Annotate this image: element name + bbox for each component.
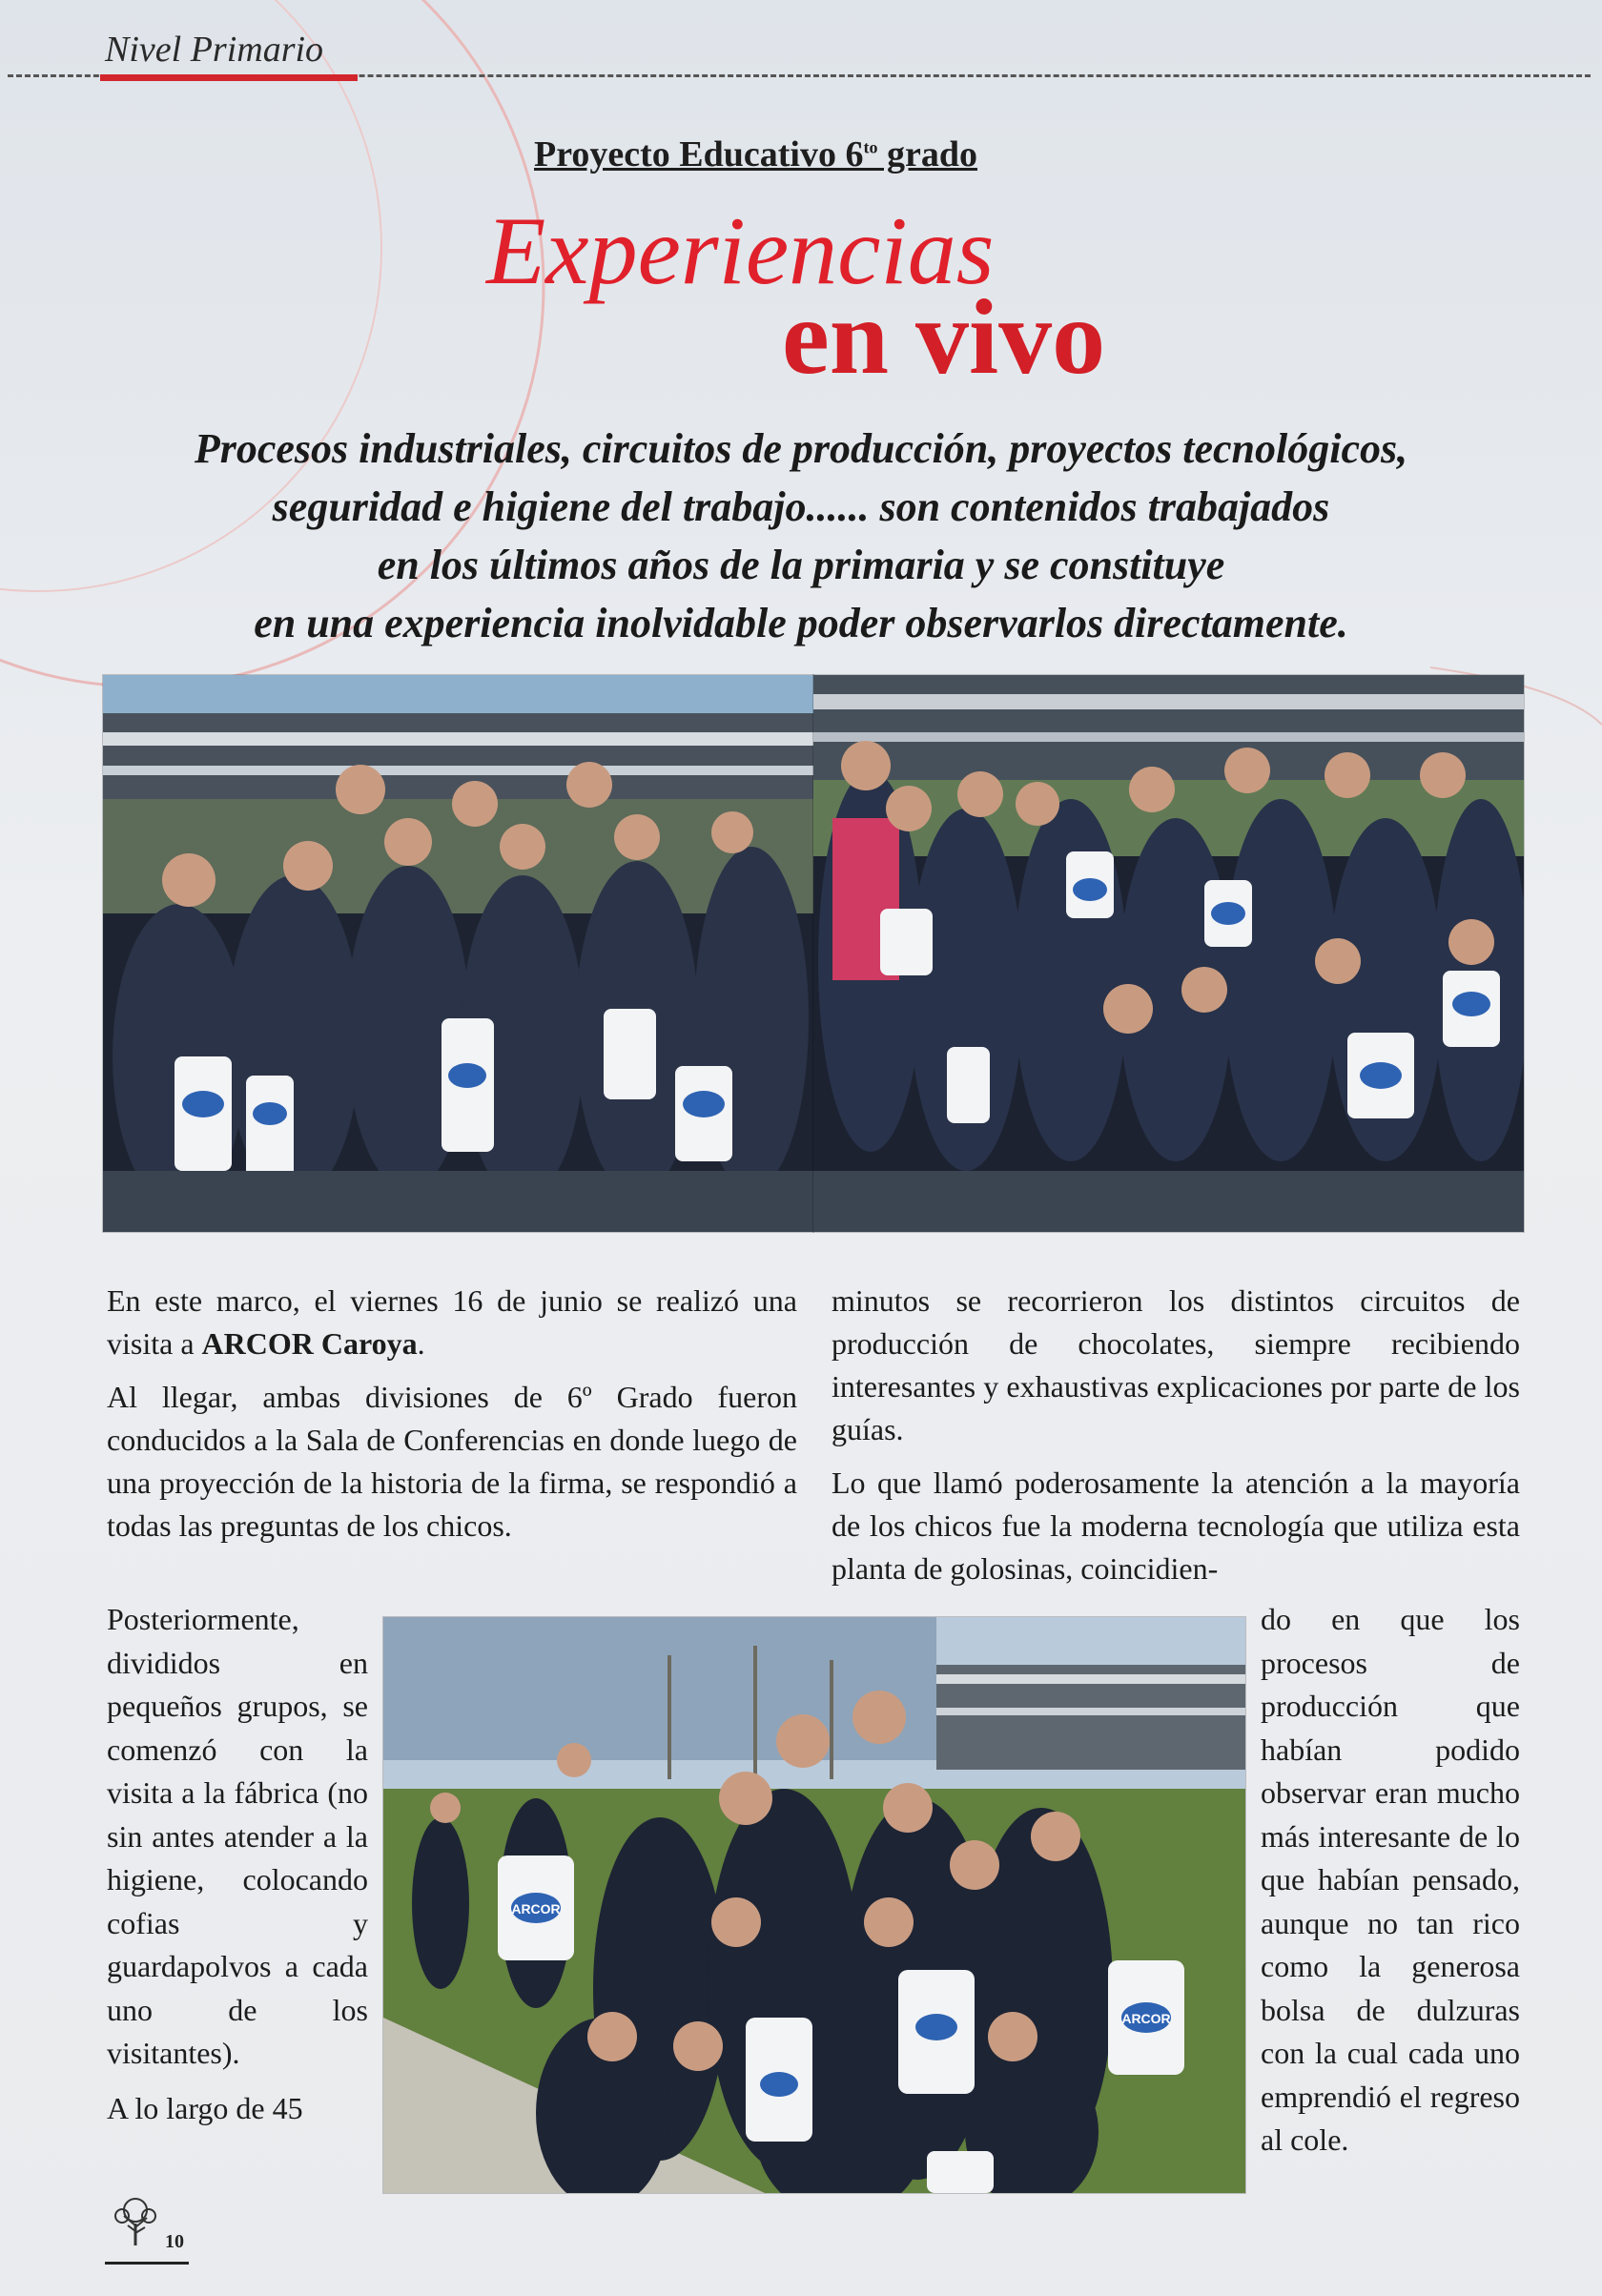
page-number: 10 — [165, 2231, 184, 2252]
bag-logo-text: ARCOR — [1121, 2011, 1171, 2026]
body-paragraph: A lo largo de 45 — [107, 2090, 303, 2125]
body-column-left — [107, 1280, 797, 1558]
photo-group-at-fence — [103, 675, 813, 1232]
section-label: Nivel Primario — [105, 30, 324, 70]
tree-logo-icon — [107, 2193, 164, 2250]
lede-line: Procesos industriales, circuitos de producción, proyectos tecnológicos, — [194, 425, 1408, 472]
body-paragraph: minutos se recorrieron los distintos circuitos de producción de chocolates, siempre recibiendo interesantes y exhaustivas explicaciones por parte de los guías. — [832, 1283, 1520, 1446]
lede-line: en una experiencia inolvidable poder observarlos directamente. — [254, 600, 1348, 646]
lede-line: en los últimos años de la primaria y se constituye — [377, 542, 1225, 588]
photo-group-with-bags — [813, 675, 1524, 1232]
body-paragraph: Lo que llamó poderosamente la atención a la mayoría de los chicos fue la moderna tecnología que utiliza esta planta de golosinas, coincidien- — [832, 1466, 1520, 1586]
lede-line: seguridad e higiene del trabajo...... son contenidos trabajados — [272, 483, 1330, 530]
kicker-tail: grado — [877, 134, 977, 174]
company-name: ARCOR Caroya — [201, 1326, 418, 1361]
paragraph-text: En este marco, el viernes 16 de junio se realizó una visita a — [107, 1283, 797, 1361]
body-paragraph: Posteriormente, divididos en pequeños grupos, se comenzó con la visita a la fábrica (no sin antes atender a la higiene, colocando cofias y guardapolvos a cada uno de los visitantes). — [107, 1602, 368, 2070]
folio-rule — [105, 2262, 189, 2265]
body-column-right — [832, 1280, 1520, 1601]
body-narrow-right — [1261, 1598, 1520, 2163]
article-kicker — [534, 133, 977, 175]
section-label-underline — [100, 74, 358, 81]
body-narrow-left — [107, 1598, 368, 2142]
title-line-2: en vivo — [782, 278, 1106, 397]
kicker-text: Proyecto Educativo 6 — [534, 134, 864, 174]
body-paragraph — [107, 1280, 797, 1365]
body-paragraph: Al llegar, ambas divisiones de 6º Grado fueron conducidos a la Sala de Conferencias en donde luego de una proyección de la historia de la firma, se respondió a todas las preguntas de los chicos. — [107, 1380, 797, 1543]
kicker-superscript: to — [863, 137, 878, 157]
title-line-1: Experiencias — [486, 197, 995, 305]
paragraph-text: . — [417, 1326, 425, 1361]
body-paragraph: do en que los procesos de producción que habían podido observar eran mucho más interesante de lo que habían pensado, aunque no tan rico como la generosa bolsa de dulzuras con la cual cada uno emprendió el regreso al cole. — [1261, 1602, 1520, 2157]
bag-logo-text: ARCOR — [511, 1901, 561, 1917]
photo-students-outside-plant — [383, 1617, 1245, 2193]
article-lede — [86, 420, 1516, 652]
